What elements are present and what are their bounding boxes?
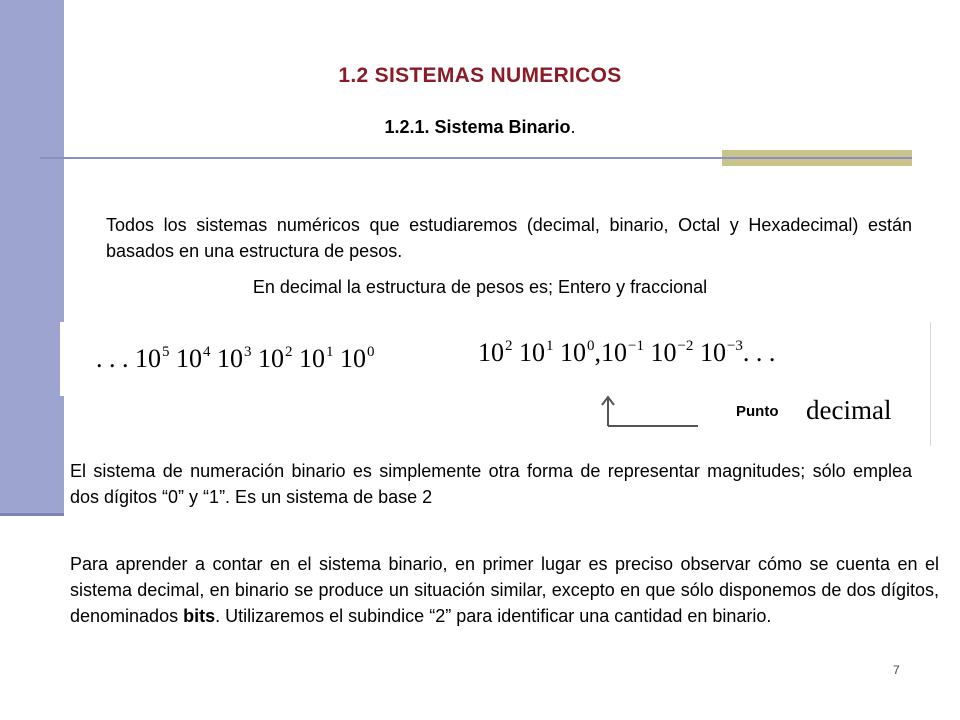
- fractional-powers: [478, 338, 775, 368]
- integer-weights-figure: [60, 322, 456, 396]
- power-term: $10^{-3}$: [699, 338, 743, 367]
- power-term: $10^0$: [560, 338, 595, 367]
- subtitle-period: .: [570, 117, 576, 137]
- power-term: $10^3$: [217, 344, 252, 373]
- slide-title: 1.2 SISTEMAS NUMERICOS: [338, 64, 622, 87]
- slide-subtitle: [0, 117, 960, 138]
- paragraph-binary-definition: El sistema de numeración binario es simplemente otra forma de representar magnitudes; sólo emplea dos dígitos “0” y “1”. Es un sistema de base 2: [70, 461, 912, 507]
- decimal-comma: ,: [594, 338, 601, 367]
- fractional-weights-figure: [468, 322, 931, 446]
- subtitle-text: 1.2.1. Sistema Binario: [384, 117, 571, 137]
- power-term: $10^1$: [519, 338, 554, 367]
- power-term: $10^5$: [135, 344, 170, 373]
- paragraph-weights: Todos los sistemas numéricos que estudiaremos (decimal, binario, Octal y Hexadecimal) están basados en una estructura de pesos.: [106, 215, 912, 261]
- power-term: $10^{-2}$: [650, 338, 694, 367]
- paragraph-weights-decimal: En decimal la estructura de pesos es; Entero y fraccional: [252, 277, 708, 297]
- paragraph-text: Para aprender a contar en el sistema binario, en primer lugar es preciso observar cómo se cuenta en el sistema decimal, en binario se produce un situación similar, excepto en que sólo disponemos de dos dígitos, denominados: [70, 554, 939, 626]
- paragraph-binary-counting: [70, 551, 939, 629]
- power-term: $10^2$: [478, 338, 513, 367]
- up-arrow-icon: [600, 392, 700, 428]
- divider-line: [40, 157, 912, 159]
- page-number: 7: [893, 663, 900, 677]
- power-term: $10^2$: [258, 344, 293, 373]
- sidebar-band-shadow: [0, 513, 64, 516]
- integer-powers: [96, 344, 375, 374]
- bits-term: bits: [183, 606, 216, 626]
- ellipsis-left: . . .: [96, 344, 129, 373]
- power-term: $10^0$: [340, 344, 375, 373]
- ellipsis-right: . . .: [742, 338, 776, 367]
- decimal-label: decimal: [806, 395, 892, 425]
- paragraph-text: . Utilizaremos el subindice “2” para identificar una cantidad en binario.: [215, 606, 772, 626]
- power-term: $10^4$: [176, 344, 211, 373]
- power-term: $10^1$: [299, 344, 334, 373]
- power-term: $10^{-1}$: [601, 338, 644, 367]
- punto-label: Punto: [736, 403, 779, 420]
